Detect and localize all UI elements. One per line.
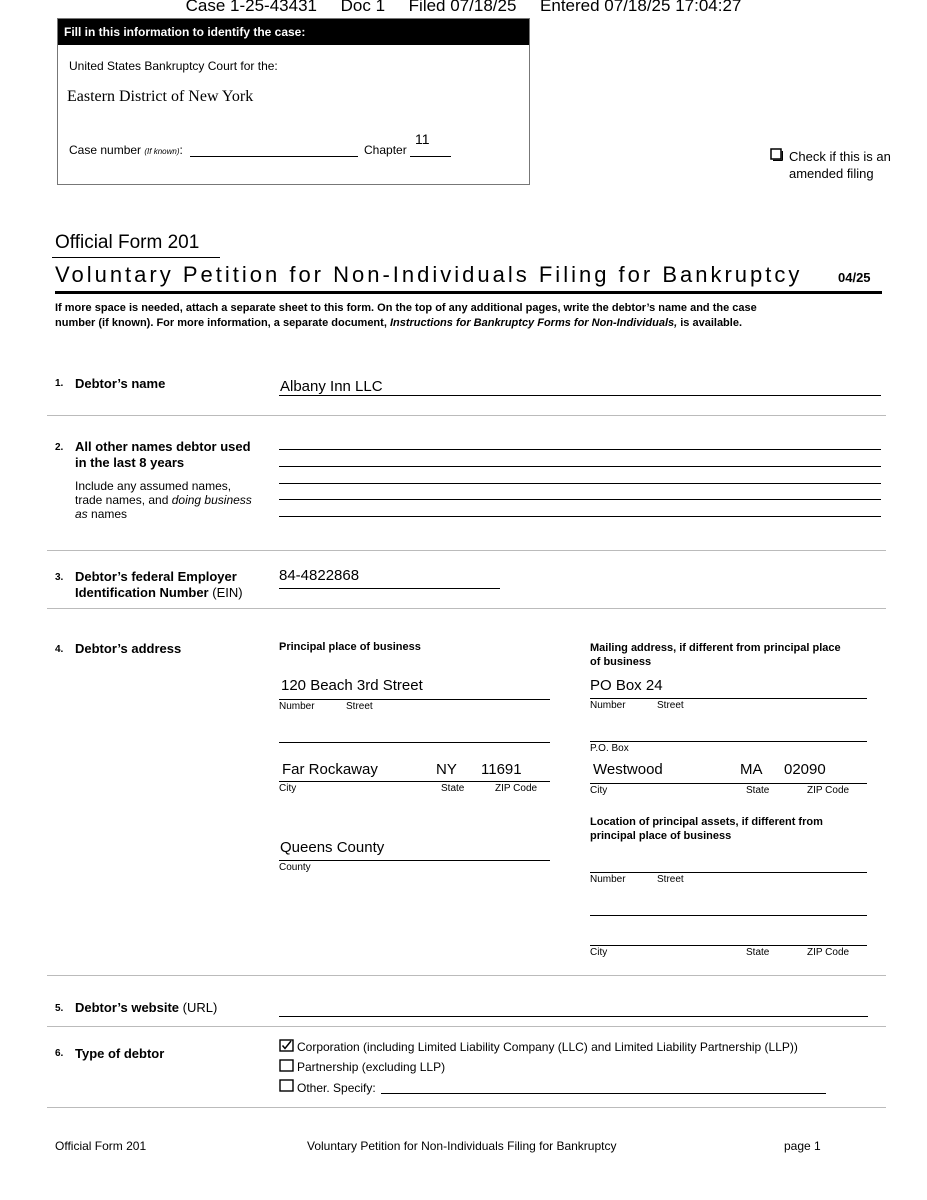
assets-street-field[interactable]: [590, 872, 867, 873]
corporation-checkbox[interactable]: [279, 1039, 294, 1057]
q2-label: All other names debtor used in the last 8 years: [75, 439, 251, 470]
street-label: Street: [657, 700, 684, 711]
state-label: State: [441, 783, 465, 794]
street-label: Street: [346, 701, 373, 712]
other-name-field[interactable]: [279, 466, 881, 467]
mailing-state-field[interactable]: MA: [740, 761, 763, 778]
assets-city-field[interactable]: [590, 945, 867, 946]
principal-city-field[interactable]: Far Rockaway: [282, 761, 378, 778]
other-name-field[interactable]: [279, 483, 881, 484]
section-divider: [47, 975, 886, 976]
doc-stamp: Doc 1: [340, 0, 386, 15]
q3-number: 3.: [55, 572, 64, 583]
court-label: United States Bankruptcy Court for the:: [69, 59, 278, 73]
section-divider: [47, 550, 886, 551]
q6-number: 6.: [55, 1048, 64, 1059]
number-label: Number: [279, 701, 315, 712]
section-divider: [47, 415, 886, 416]
principal-state-field[interactable]: NY: [436, 761, 457, 778]
zip-label: ZIP Code: [807, 785, 850, 796]
other-checkbox[interactable]: [279, 1079, 294, 1097]
mailing-street-field[interactable]: PO Box 24: [590, 677, 663, 694]
q6-label: Type of debtor: [75, 1046, 165, 1061]
q5-label: Debtor’s website (URL): [75, 1000, 218, 1015]
form-name: Official Form 201: [55, 232, 200, 253]
filed-stamp: Filed 07/18/25: [408, 0, 517, 15]
debtor-name-line: [279, 395, 881, 396]
case-id-box: [57, 18, 530, 185]
mailing-zip-field[interactable]: 02090: [784, 761, 826, 778]
case-number-label: Case number (If known):: [69, 143, 183, 157]
amended-checkbox[interactable]: [770, 148, 783, 166]
debtor-name-field[interactable]: Albany Inn LLC: [280, 378, 383, 395]
zip-label: ZIP Code: [495, 783, 538, 794]
chapter-label: Chapter: [364, 143, 407, 157]
other-name-field[interactable]: [279, 516, 881, 517]
section-divider: [47, 1026, 886, 1027]
number-label: Number: [590, 700, 626, 711]
other-specify-field[interactable]: [381, 1093, 826, 1094]
instructions: If more space is needed, attach a separate sheet to this form. On the top of any additional pages, write the debtor’s name and the case number (if known). For more information, a separate document, Instructions for Bankruptcy Forms for Non-Individuals, is available.: [55, 302, 757, 329]
city-label: City: [590, 947, 608, 958]
q5-number: 5.: [55, 1003, 64, 1014]
partnership-option-label: Partnership (excluding LLP): [297, 1060, 446, 1074]
county-label: County: [279, 862, 311, 873]
state-label: State: [746, 947, 770, 958]
q1-number: 1.: [55, 378, 64, 389]
partnership-checkbox[interactable]: [279, 1059, 294, 1077]
q2-number: 2.: [55, 442, 64, 453]
corporation-option-label: Corporation (including Limited Liability Company (LLC) and Limited Liability Partnership (LLP)): [297, 1040, 798, 1054]
principal-street-field[interactable]: 120 Beach 3rd Street: [281, 677, 423, 694]
footer-title: Voluntary Petition for Non-Individuals Filing for Bankruptcy: [307, 1139, 617, 1153]
website-field[interactable]: [279, 1016, 868, 1017]
principal-street-line: [279, 699, 550, 700]
other-name-field[interactable]: [279, 499, 881, 500]
other-name-field[interactable]: [279, 449, 881, 450]
q4-label: Debtor’s address: [75, 641, 182, 656]
form-title: Voluntary Petition for Non-Individuals Filing for Bankruptcy: [55, 262, 803, 287]
other-option-label: Other. Specify:: [297, 1081, 376, 1095]
page-number: page 1: [784, 1139, 821, 1153]
ein-field[interactable]: 84-4822868: [279, 567, 360, 584]
mailing-heading: Mailing address, if different from principal place of business: [590, 642, 841, 668]
form-version: 04/25: [838, 270, 871, 285]
q1-label: Debtor’s name: [75, 376, 166, 391]
principal-heading: Principal place of business: [279, 641, 421, 653]
number-label: Number: [590, 874, 626, 885]
q2-help: Include any assumed names, trade names, and doing business as names: [75, 479, 252, 521]
checkbox-icon: [279, 1059, 294, 1072]
form-name-underline: [52, 257, 220, 258]
filing-header: [0, 0, 927, 16]
zip-label: ZIP Code: [807, 947, 850, 958]
mailing-city-line: [590, 783, 867, 784]
section-divider: [47, 1107, 886, 1108]
district-field[interactable]: Eastern District of New York: [67, 88, 254, 105]
chapter-value[interactable]: 11: [415, 131, 430, 147]
title-rule: [55, 291, 882, 294]
principal-city-line: [279, 781, 550, 782]
state-label: State: [746, 785, 770, 796]
checkbox-icon: [279, 1079, 294, 1092]
case-stamp: Case 1-25-43431: [185, 0, 317, 15]
case-id-title: Fill in this information to identify the case:: [58, 19, 529, 45]
principal-street2-field[interactable]: [279, 742, 550, 743]
street-label: Street: [657, 874, 684, 885]
checkbox-icon: [770, 148, 783, 161]
footer-form-name: Official Form 201: [55, 1139, 147, 1153]
q4-number: 4.: [55, 644, 64, 655]
q3-label: Debtor’s federal Employer Identification Number (EIN): [75, 569, 243, 600]
amended-label: Check if this is an amended filing: [789, 149, 891, 181]
ein-line: [279, 588, 500, 589]
principal-zip-field[interactable]: 11691: [481, 761, 522, 778]
assets-street2-field[interactable]: [590, 915, 867, 916]
assets-heading: Location of principal assets, if different from principal place of business: [590, 816, 823, 842]
city-label: City: [279, 783, 297, 794]
principal-county-line: [279, 860, 550, 861]
entered-stamp: Entered 07/18/25 17:04:27: [540, 0, 742, 15]
city-label: City: [590, 785, 608, 796]
mailing-street-line: [590, 698, 867, 699]
mailing-city-field[interactable]: Westwood: [593, 761, 663, 778]
mailing-pobox-field[interactable]: [590, 741, 867, 742]
principal-county-field[interactable]: Queens County: [280, 839, 385, 856]
section-divider: [47, 608, 886, 609]
case-number-field[interactable]: [190, 156, 358, 157]
po-box-label: P.O. Box: [590, 743, 629, 754]
chapter-line: [410, 156, 451, 157]
checked-box-icon: [279, 1039, 294, 1052]
